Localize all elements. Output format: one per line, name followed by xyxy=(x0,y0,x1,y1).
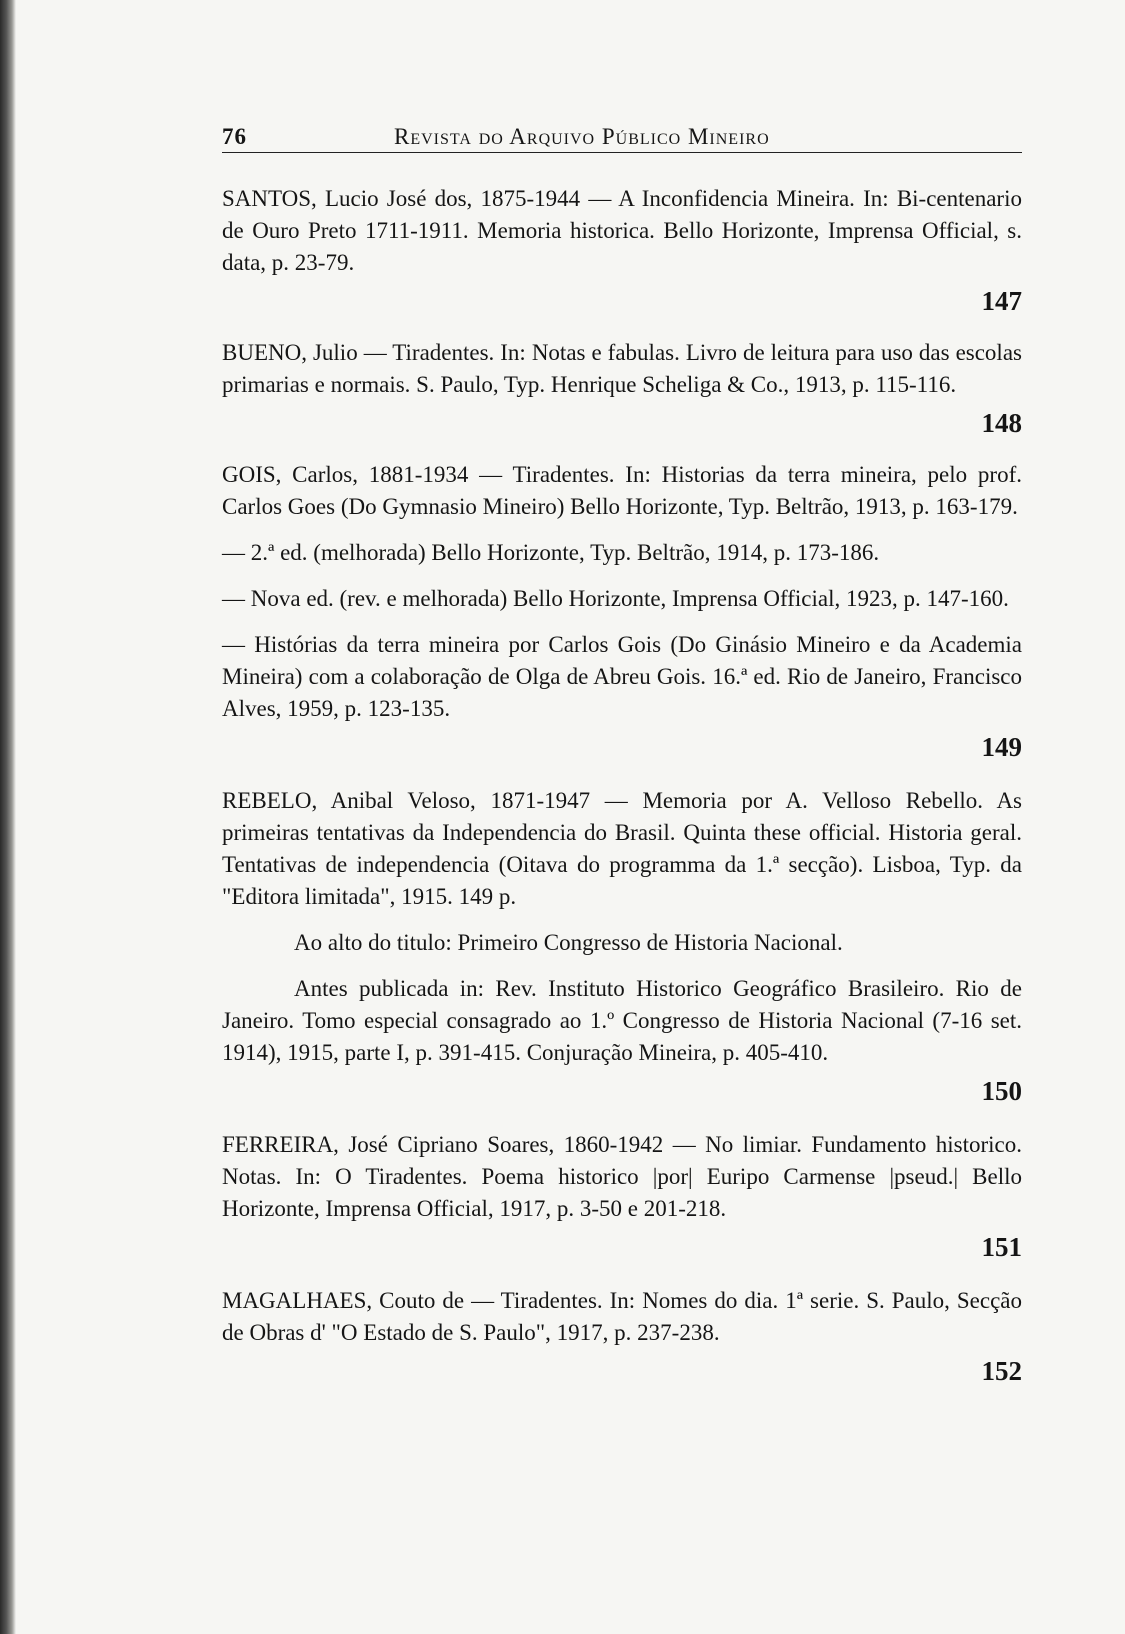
journal-title: Revista do Arquivo Público Mineiro xyxy=(394,124,770,149)
entry-number: 147 xyxy=(981,286,1022,316)
entry-number: 151 xyxy=(981,1232,1022,1262)
page xyxy=(222,118,1022,1387)
bibliography-entry xyxy=(222,1129,1022,1263)
book-spine-shadow xyxy=(0,0,16,1634)
entry-number: 148 xyxy=(981,408,1022,438)
entry-number: 152 xyxy=(981,1356,1022,1386)
bibliography-entry xyxy=(222,337,1022,439)
page-number: 76 xyxy=(222,124,247,149)
bibliography-entry xyxy=(222,785,1022,1107)
bibliography-entry xyxy=(222,459,1022,763)
entry-note: Antes publicada in: Rev. Instituto Historico Geográfico Brasileiro. Rio de Janeiro. Tomo especial consagrado ao 1.º Congresso de Historia Nacional (7-16 set. 1914), 1915, parte I, p. 391-415. Conjuração Mineira, p. 405-410. xyxy=(222,976,1022,1065)
entry-text: REBELO, Anibal Veloso, 1871-1947 — Memoria por A. Velloso Rebello. As primeiras tentativas da Independencia do Brasil. Quinta these official. Historia geral. Tentativas de independencia (Oitava do programma da 1.ª secção). Lisboa, Typ. da "Editora limitada", 1915. 149 p. xyxy=(222,788,1022,909)
entry-edition: — 2.ª ed. (melhorada) Bello Horizonte, Typ. Beltrão, 1914, p. 173-186. xyxy=(222,540,880,565)
entry-edition: — Nova ed. (rev. e melhorada) Bello Horizonte, Imprensa Official, 1923, p. 147-160. xyxy=(222,586,1009,611)
running-head xyxy=(222,118,1022,153)
entry-text: GOIS, Carlos, 1881-1934 — Tiradentes. In: Historias da terra mineira, pelo prof. Carlos Goes (Do Gymnasio Mineiro) Bello Horizonte, Typ. Beltrão, 1913, p. 163-179. xyxy=(222,462,1022,519)
entry-number: 150 xyxy=(981,1076,1022,1106)
entry-text: FERREIRA, José Cipriano Soares, 1860-1942 — No limiar. Fundamento historico. Notas. In: O Tiradentes. Poema historico |por| Euripo Carmense |pseud.| Bello Horizonte, Imprensa Official, 1917, p. 3-50 e 201-218. xyxy=(222,1132,1022,1221)
entry-edition: — Histórias da terra mineira por Carlos Gois (Do Ginásio Mineiro e da Academia Mineira) com a colaboração de Olga de Abreu Gois. 16.ª ed. Rio de Janeiro, Francisco Alves, 1959, p. 123-135. xyxy=(222,632,1022,721)
entry-text: SANTOS, Lucio José dos, 1875-1944 — A Inconfidencia Mineira. In: Bi-centenario de Ouro Preto 1711-1911. Memoria historica. Bello Horizonte, Imprensa Official, s. data, p. 23-79. xyxy=(222,186,1022,275)
entry-note: Ao alto do titulo: Primeiro Congresso de Historia Nacional. xyxy=(294,930,843,955)
bibliography-entry xyxy=(222,1285,1022,1387)
entry-text: BUENO, Julio — Tiradentes. In: Notas e fabulas. Livro de leitura para uso das escolas primarias e normais. S. Paulo, Typ. Henrique Scheliga & Co., 1913, p. 115-116. xyxy=(222,340,1022,397)
entry-text: MAGALHAES, Couto de — Tiradentes. In: Nomes do dia. 1ª serie. S. Paulo, Secção de Obras d' "O Estado de S. Paulo", 1917, p. 237-238. xyxy=(222,1288,1022,1345)
entry-number: 149 xyxy=(981,732,1022,762)
bibliography-entry xyxy=(222,183,1022,317)
